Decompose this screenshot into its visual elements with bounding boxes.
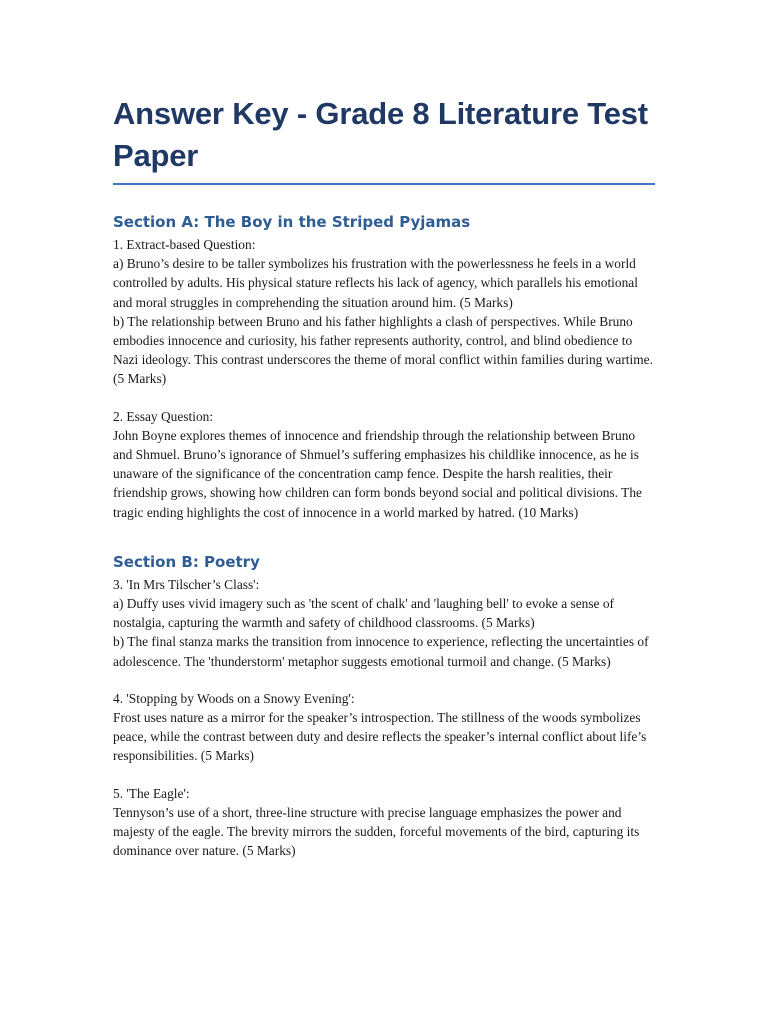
question-2-label: 2. Essay Question: — [113, 408, 214, 424]
document-title: Answer Key - Grade 8 Literature Test Paper — [113, 93, 655, 185]
question-5-label: 5. 'The Eagle': — [113, 785, 190, 801]
question-4-block — [113, 689, 655, 766]
question-2-answer: John Boyne explores themes of innocence and friendship through the relationship between Bruno and Shmuel. Bruno’s ignorance of Shmuel’s suffering emphasizes his childlike innocence, as he is unaware of the significance of the concentration camp fence. Despite the harsh realities, their friendship grows, showing how children can form bonds beyond social and political divisions. The tragic ending highlights the cost of innocence in a world marked by hatred. (10 Marks) — [113, 427, 642, 520]
question-1b-answer: b) The relationship between Bruno and his father highlights a clash of perspectives. While Bruno embodies innocence and curiosity, his father represents authority, control, and blind obedience to Nazi ideology. This contrast underscores the theme of moral conflict within families during wartime. (5 Marks) — [113, 313, 653, 387]
question-3-label: 3. 'In Mrs Tilscher’s Class': — [113, 576, 260, 592]
question-5-block — [113, 784, 655, 861]
question-3-block — [113, 575, 655, 671]
question-1a-answer: a) Bruno’s desire to be taller symbolizes his frustration with the powerlessness he feels in a world controlled by adults. His physical stature reflects his lack of agency, which parallels his emotional and moral struggles in comprehending the situation around him. (5 Marks) — [113, 256, 638, 310]
document-page — [113, 93, 655, 860]
section-b-heading: Section B: Poetry — [113, 552, 260, 571]
question-1-label: 1. Extract-based Question: — [113, 237, 256, 252]
question-3b-answer: b) The final stanza marks the transition from innocence to experience, reflecting the uncertainties of adolescence. The 'thunderstorm' metaphor suggests emotional turmoil and change. (5 Marks) — [113, 634, 649, 669]
section-a-heading: Section A: The Boy in the Striped Pyjamas — [113, 213, 471, 231]
question-4-answer: Frost uses nature as a mirror for the speaker’s introspection. The stillness of the woods symbolizes peace, while the contrast between duty and desire reflects the speaker’s internal conflict about life’s responsibilities. (5 Marks) — [113, 710, 647, 764]
question-3a-answer: a) Duffy uses vivid imagery such as 'the scent of chalk' and 'laughing bell' to evoke a sense of nostalgia, capturing the warmth and safety of childhood classrooms. (5 Marks) — [113, 596, 614, 631]
question-4-label: 4. 'Stopping by Woods on a Snowy Evening': — [113, 690, 355, 706]
question-5-answer: Tennyson’s use of a short, three-line structure with precise language emphasizes the power and majesty of the eagle. The brevity mirrors the sudden, forceful movements of the bird, capturing its dominance over nature. (5 Marks) — [113, 804, 640, 859]
question-2-block — [113, 407, 655, 522]
question-1-block — [113, 235, 655, 389]
